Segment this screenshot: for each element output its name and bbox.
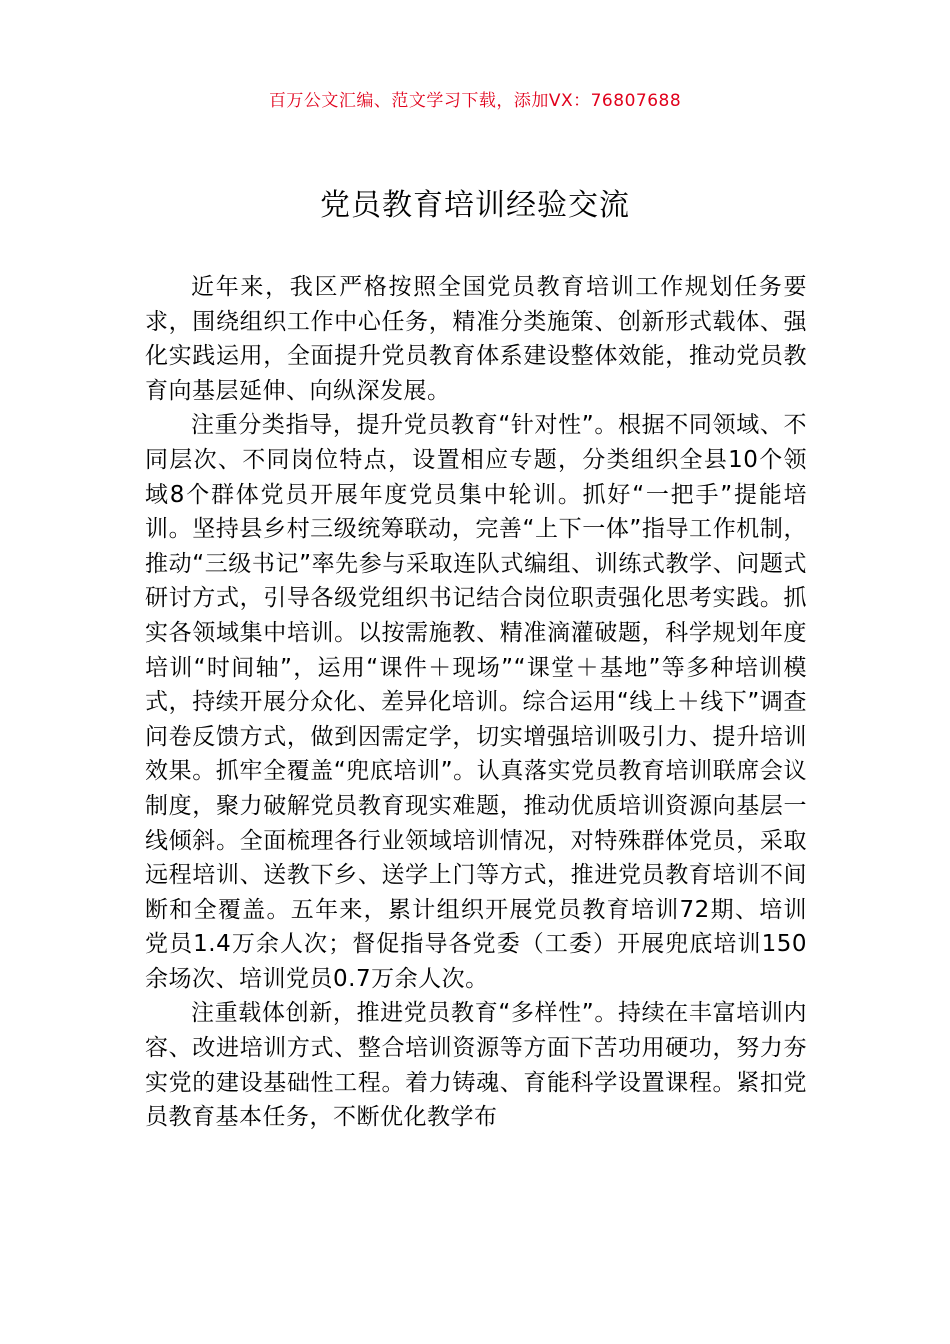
document-body [145, 270, 807, 1135]
page-title: 党员教育培训经验交流 [320, 188, 630, 223]
paragraph: 近年来，我区严格按照全国党员教育培训工作规划任务要求，围绕组织工作中心任务，精准分类施策、创新形式载体、强化实践运用，全面提升党员教育体系建设整体效能，推动党员教育向基层延伸、向纵深发展。 [145, 274, 807, 404]
paragraph: 注重分类指导，提升党员教育“针对性”。根据不同领域、不同层次、不同岗位特点，设置相应专题，分类组织全县10个领域8个群体党员开展年度党员集中轮训。抓好“一把手”提能培训。坚持县乡村三级统筹联动，完善“上下一体”指导工作机制，推动“三级书记”率先参与采取连队式编组、训练式教学、问题式研讨方式，引导各级党组织书记结合岗位职责强化思考实践。抓实各领域集中培训。以按需施教、精准滴灌破题，科学规划年度培训“时间轴”，运用“课件＋现场”“课堂＋基地”等多种培训模式，持续开展分众化、差异化培训。综合运用“线上＋线下”调查问卷反馈方式，做到因需定学，切实增强培训吸引力、提升培训效果。抓牢全覆盖“兜底培训”。认真落实党员教育培训联席会议制度，聚力破解党员教育现实难题，推动优质培训资源向基层一线倾斜。全面梳理各行业领域培训情况，对特殊群体党员，采取远程培训、送教下乡、送学上门等方式，推进党员教育培训不间断和全覆盖。五年来，累计组织开展党员教育培训72期、培训党员1.4万余人次；督促指导各党委（工委）开展兜底培训150余场次、培训党员0.7万余人次。 [145, 412, 807, 992]
paragraph: 注重载体创新，推进党员教育“多样性”。持续在丰富培训内容、改进培训方式、整合培训资源等方面下苦功用硬功，努力夯实党的建设基础性工程。着力铸魂、育能科学设置课程。紧扣党员教育基本任务，不断优化教学布 [145, 1000, 807, 1131]
header-banner: 百万公文汇编、范文学习下载，添加VX：76807688 [268, 91, 682, 111]
